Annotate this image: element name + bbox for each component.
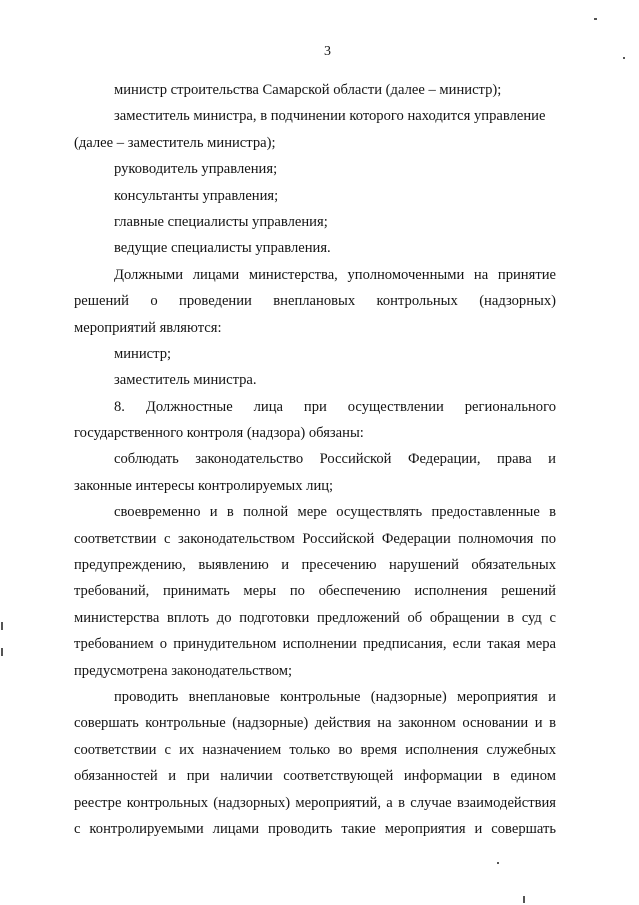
text-line: (далее – заместитель министра); [74,134,276,151]
text-line: руководитель управления; [114,161,278,178]
scan-speck [497,862,499,864]
text-line: проводить внеплановые контрольные (надзорные) мероприятия и [114,688,556,705]
text-line: требованием о принудительном исполнении предписания, если такая мера [74,636,556,653]
text-line: консультанты управления; [114,187,279,204]
text-line: реестре контрольных (надзорных) мероприятий, а в случае взаимодействия [74,794,556,811]
text-line: заместитель министра, в подчинении которого находится управление [114,108,546,125]
text-line: своевременно и в полной мере осуществлять предоставленные в [114,504,556,521]
text-line: требований, принимать меры по обеспечению исполнения решений [74,583,556,600]
scan-speck [623,57,625,59]
text-line: совершать контрольные (надзорные) действия на законном основании и в [74,715,556,732]
text-line: государственного контроля (надзора) обязаны: [74,425,364,442]
text-line: соответствии с законодательством Российской Федерации полномочия по [74,530,556,547]
text-line: главные специалисты управления; [114,213,328,230]
text-line: ведущие специалисты управления. [114,240,331,257]
text-line: соблюдать законодательство Российской Федерации, права и [114,451,556,468]
text-line: законные интересы контролируемых лиц; [74,477,334,494]
scan-speck [523,896,525,903]
scan-speck [1,648,3,656]
scan-speck [594,18,597,20]
text-line: соответствии с их назначением только во время исполнения служебных [74,741,556,758]
text-line: министерства вплоть до подготовки предложений об обращении в суд с [74,609,556,626]
text-line: решений о проведении внеплановых контрольных (надзорных) [74,293,556,310]
scan-speck [1,622,3,630]
text-line: Должными лицами министерства, уполномоченными на принятие [114,266,556,283]
text-line: заместитель министра. [114,372,257,389]
text-line: обязанностей и при наличии соответствующей информации в едином [74,768,556,785]
text-line: министр строительства Самарской области (далее – министр); [114,82,502,98]
text-line: министр; [114,345,172,362]
text-line: 8. Должностные лица при осуществлении регионального [114,398,556,415]
document-body [74,77,556,842]
text-line: мероприятий являются: [74,319,222,336]
page-number: 3 [324,44,331,59]
text-line: предупреждению, выявлению и пресечению нарушений обязательных [74,557,556,574]
text-line: предусмотрена законодательством; [74,662,293,679]
text-line: с контролируемыми лицами проводить такие мероприятия и совершать [74,820,556,837]
